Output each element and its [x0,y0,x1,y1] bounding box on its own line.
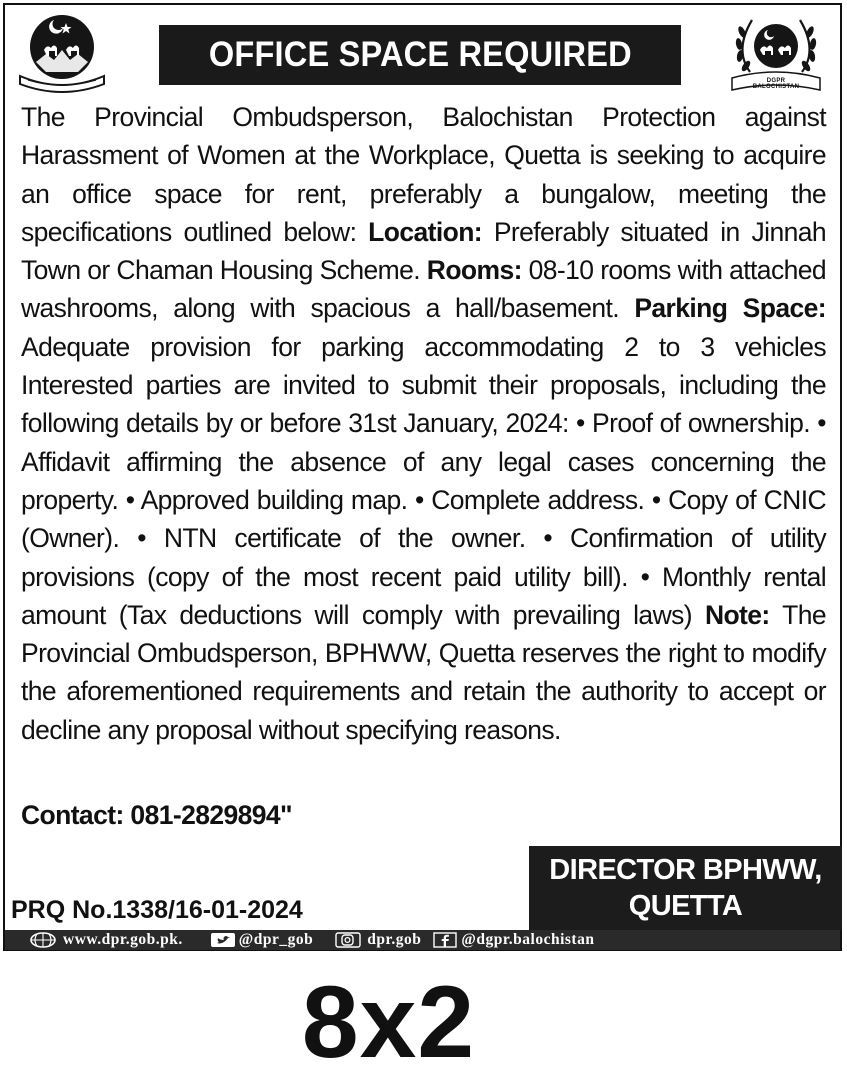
parking-text: Adequate provision for parking accommodating 2 to 3 vehicles Interested parties are invited to submit their proposals, including the following details by or before 31st January, 2024: • Proof of ownership. • Affidavit affirming the absence of any legal cases concerning the property. • Approved building map. • Complete address. • Copy of CNIC (Owner). • NTN certificate of the owner. • Confirmation of utility provisions (copy of the most recent paid utility bill). • Monthly rental amount (Tax deductions will comply with prevailing laws) [21,331,826,630]
globe-icon [29,932,57,948]
instagram-handle[interactable]: dpr.gob [367,931,422,948]
parking-label: Parking Space: [634,293,826,324]
director-signature-box [529,846,842,930]
twitter-handle[interactable]: @dpr_gob [238,931,314,948]
footer-bar [5,930,840,950]
notice-body [21,98,826,749]
ad-size-label: 8x2 [301,965,476,1079]
footer-instagram [335,931,421,949]
location-label: Location: [368,216,483,247]
footer-website [29,931,183,949]
rooms-label: Rooms: [426,255,522,286]
footer-twitter [211,931,313,949]
contact-line: Contact: 081-2829894" [21,800,292,830]
page-title: OFFICE SPACE REQUIRED [208,35,632,74]
director-title: DIRECTOR BPHWW, [549,854,822,886]
instagram-icon [335,932,361,948]
title-banner [159,25,681,85]
balochistan-govt-emblem-icon [14,10,110,94]
right-logo-caption: DGPR BALOCHISTAN [752,78,800,90]
twitter-icon [211,933,235,947]
facebook-handle[interactable]: @dgpr.balochistan [461,931,595,948]
location-text: Preferably situated in Jinnah Town or Chaman Housing Scheme. [21,216,826,286]
website-link[interactable]: www.dpr.gob.pk. [63,931,183,948]
intro-text: The Provincial Ombudsperson, Balochistan Protection against Harassment of Women at the Workplace, Quetta is seeking to acquire an office space for rent, preferably a bungalow, meeting the specifications outlined below: [21,102,826,247]
note-label: Note: [704,599,770,630]
director-city: QUETTA [628,890,743,922]
prq-number: PRQ No.1338/16-01-2024 [11,896,303,924]
rooms-text: 08-10 rooms with attached washrooms, along with spacious a hall/basement. [21,255,827,324]
facebook-icon [433,932,457,948]
note-text: The Provincial Ombudsperson, BPHWW, Quetta reserves the right to modify the aforementioned requirements and retain the authority to accept or decline any proposal without specifying reasons. [21,599,826,745]
footer-facebook [433,931,594,949]
